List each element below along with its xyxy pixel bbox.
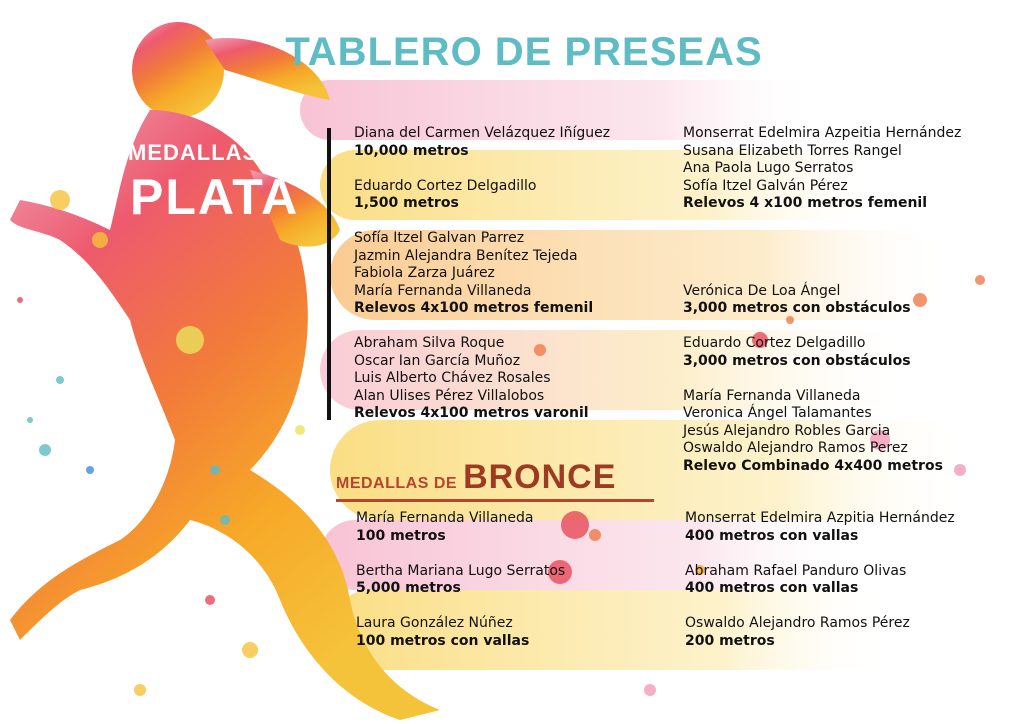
event-name: 400 metros con vallas [685, 527, 859, 544]
athlete-name: Eduardo Cortez Delgadillo [683, 335, 866, 351]
event-name: 10,000 metros [354, 142, 469, 159]
medal-entry [683, 125, 961, 213]
event-name: Relevos 4x100 metros varonil [354, 405, 589, 421]
medal-entry [683, 335, 961, 370]
bronce-label-small: MEDALLAS DE [336, 475, 458, 492]
athlete-name: Sofía Itzel Galvan Parrez [354, 230, 525, 246]
athlete-name: Veronica Ángel Talamantes [683, 405, 872, 421]
athlete-name: Jesús Alejandro Robles Garcia [683, 422, 891, 439]
athlete-name: Oscar Ian García Muñoz [354, 352, 521, 369]
athlete-name: Ana Paola Lugo Serratos [683, 160, 854, 176]
event-name: Relevo Combinado 4x400 metros [683, 457, 943, 474]
event-name: 3,000 metros con obstáculos [683, 352, 911, 369]
plata-label-big: PLATA [130, 169, 300, 225]
medal-entry [685, 615, 955, 650]
bronce-underline [336, 499, 654, 502]
event-name: Relevos 4 x100 metros femenil [683, 195, 928, 211]
athlete-name: Verónica De Loa Ángel [683, 282, 841, 299]
bronce-label-big: BRONCE [463, 458, 617, 496]
event-name: 3,000 metros con obstáculos [683, 300, 911, 316]
athlete-name: Sofía Itzel Galván Pérez [683, 177, 848, 194]
plata-left-column [354, 125, 610, 423]
event-name: 100 metros con vallas [356, 632, 530, 649]
plata-divider [327, 128, 331, 420]
athlete-name: Diana del Carmen Velázquez Iñíguez [354, 125, 611, 141]
bronce-right-column [685, 510, 955, 650]
event-name: Relevos 4x100 metros femenil [354, 300, 594, 316]
medal-entry [685, 563, 955, 598]
medal-entry [685, 510, 955, 545]
medal-entry [354, 178, 610, 213]
event-name: 400 metros con vallas [685, 580, 859, 596]
athlete-name: María Fernanda Villaneda [354, 282, 532, 299]
medal-entry [683, 388, 961, 476]
athlete-name: Oswaldo Alejandro Ramos Pérez [685, 615, 910, 631]
athlete-name: Fabiola Zarza Juárez [354, 265, 495, 281]
athlete-name: María Fernanda Villaneda [683, 387, 861, 404]
athlete-name: Oswaldo Alejandro Ramos Perez [683, 440, 908, 456]
spacer [683, 230, 961, 283]
event-name: 1,500 metros [354, 195, 459, 211]
athlete-name: Jazmin Alejandra Benítez Tejeda [354, 247, 578, 264]
athlete-name: María Fernanda Villaneda [356, 510, 534, 526]
medal-entry [356, 615, 565, 650]
plata-right-column [683, 125, 961, 475]
page-title: TABLERO DE PRESEAS [285, 30, 763, 74]
plata-label-small: MEDALLAS DE [128, 140, 298, 165]
athlete-name: Alan Ulises Pérez Villalobos [354, 387, 545, 404]
medal-entry [354, 230, 610, 318]
event-name: 200 metros [685, 632, 775, 649]
medal-entry [356, 563, 565, 598]
bronce-left-column [356, 510, 565, 650]
event-name: 100 metros [356, 527, 446, 544]
athlete-name: Abraham Silva Roque [354, 335, 505, 351]
event-name: 5,000 metros [356, 580, 461, 596]
athlete-name: Monserrat Edelmira Azpeitia Hernández [683, 125, 962, 141]
medal-entry [683, 283, 961, 318]
athlete-name: Eduardo Cortez Delgadillo [354, 177, 537, 194]
athlete-name: Bertha Mariana Lugo Serratos [356, 562, 566, 579]
athlete-name: Susana Elizabeth Torres Rangel [683, 142, 902, 159]
athlete-name: Laura González Núñez [356, 615, 513, 631]
athlete-name: Luis Alberto Chávez Rosales [354, 370, 551, 386]
bronce-header [336, 458, 616, 498]
athlete-name: Abraham Rafael Panduro Olivas [685, 562, 907, 579]
medal-entry [354, 335, 610, 423]
medal-entry [356, 510, 565, 545]
athlete-name: Monserrat Edelmira Azpitia Hernández [685, 510, 955, 526]
medal-entry [354, 125, 610, 160]
